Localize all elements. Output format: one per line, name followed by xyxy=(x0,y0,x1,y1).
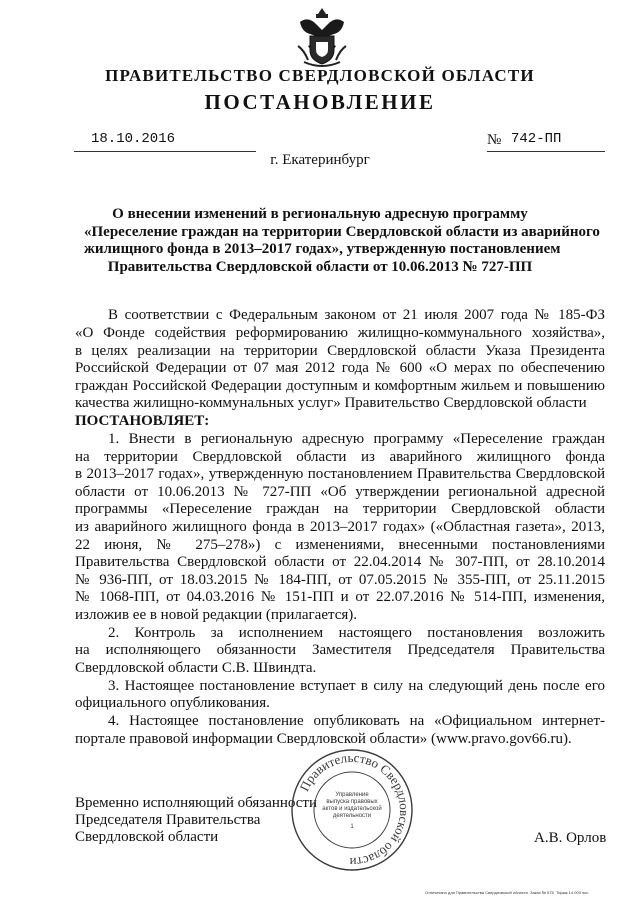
city: г. Екатеринбург xyxy=(270,152,370,168)
document-title xyxy=(84,206,600,276)
stamp-ring-text: Правительство Свердловской области xyxy=(296,749,413,871)
number-sign: № xyxy=(487,132,502,148)
print-footer-note: Отпечатано для Правительства Свердловской области. Заказ № 575. Тираж 14 000 экз. xyxy=(425,890,589,895)
title-line: жилищного фонда в 2013–2017 годах», утвержденную постановлением xyxy=(84,241,561,257)
title-line: О внесении изменений в региональную адресную программу xyxy=(112,206,528,222)
title-line: Правительства Свердловской области от 10.06.2013 № 727-ПП xyxy=(107,258,533,275)
coat-of-arms-emblem xyxy=(294,6,350,68)
body-line: на исполняющего обязанности Заместителя Председателя Правительства xyxy=(75,642,605,658)
body-line: Российской Федерации от 07 мая 2012 года № 600 «О мерах по обеспечению xyxy=(75,360,605,376)
government-name: ПРАВИТЕЛЬСТВО СВЕРДЛОВСКОЙ ОБЛАСТИ xyxy=(105,66,535,85)
body-line: области от 10.06.2013 № 727-ПП «Об утверждении региональной адресной xyxy=(75,484,605,500)
signer-position xyxy=(75,795,317,846)
body-line: в целях реализации на территории Свердловской области Указа Президента xyxy=(75,343,605,359)
stamp-number: 1 xyxy=(350,824,354,830)
body-line: «О Фонде содействия реформированию жилищно-коммунального хозяйства», xyxy=(75,325,605,341)
signer-position-line: Председателя Правительства xyxy=(75,812,261,828)
body-line: Правительства Свердловской области от 22.04.2014 № 307-ПП, от 28.10.2014 xyxy=(75,554,605,570)
body-line: № 936-ПП, от 18.03.2015 № 184-ПП, от 07.05.2015 № 355-ПП, от 25.11.2015 xyxy=(75,572,605,588)
signer-position-line: Временно исполняющий обязанности xyxy=(75,795,318,811)
document-type: ПОСТАНОВЛЕНИЕ xyxy=(204,90,436,114)
body-line: официального опубликования. xyxy=(75,695,270,711)
body-line: 22 июня, № 275–278») с изменениями, внесенными постановлениями xyxy=(75,537,605,553)
body-line: 3. Настоящее постановление вступает в силу на следующий день после его xyxy=(108,678,605,694)
body-line: из аварийного жилищного фонда в 2013–2017 годах» («Областная газета», 2013, xyxy=(75,519,605,535)
body-line: в 2013–2017 годах», утвержденную постановлением Правительства Свердловской xyxy=(75,466,605,482)
stamp-inner-line: деятельности xyxy=(332,813,372,819)
body-line: программы «Переселение граждан на территории Свердловской области xyxy=(75,501,605,517)
stamp-inner-line: выпуска правовых xyxy=(326,799,378,805)
body-line: граждан Российской Федерации доступным и комфортным жильем и повышению xyxy=(75,378,605,394)
stamp-inner-line: Управление xyxy=(335,792,369,798)
body-line: изложив ее в новой редакции (прилагается). xyxy=(75,607,358,623)
body-line: № 1068-ПП, от 04.03.2016 № 151-ПП и от 22.07.2016 № 514-ПП, изменения, xyxy=(75,589,605,605)
body-line: В соответствии с Федеральным законом от 21 июля 2007 года № 185-ФЗ xyxy=(108,307,605,323)
official-stamp xyxy=(290,748,414,872)
document-date: 18.10.2016 xyxy=(90,131,175,147)
body-line: 1. Внести в региональную адресную программу «Переселение граждан xyxy=(108,431,605,447)
body-line: 2. Контроль за исполнением настоящего постановления возложить xyxy=(108,625,605,641)
resolution-heading: ПОСТАНОВЛЯЕТ: xyxy=(75,413,210,429)
body-line: на территории Свердловской области из аварийного жилищного фонда xyxy=(75,449,605,465)
signer-position-line: Свердловской области xyxy=(75,829,219,845)
body-line: качества жилищно-коммунальных услуг» Правительство Свердловской области xyxy=(75,395,587,411)
body-line: портале правовой информации Свердловской области» (www.pravo.gov66.ru). xyxy=(75,731,572,747)
body-line: Свердловской области С.В. Швиндта. xyxy=(75,660,317,676)
body-line: 4. Настоящее постановление опубликовать на «Официальном интернет- xyxy=(108,713,605,729)
title-line: «Переселение граждан на территории Свердловской области из аварийного xyxy=(84,223,600,240)
signer-name: А.В. Орлов xyxy=(534,830,607,846)
document-number: 742-ПП xyxy=(511,131,562,147)
stamp-inner-line: актов и издательской xyxy=(322,806,382,812)
